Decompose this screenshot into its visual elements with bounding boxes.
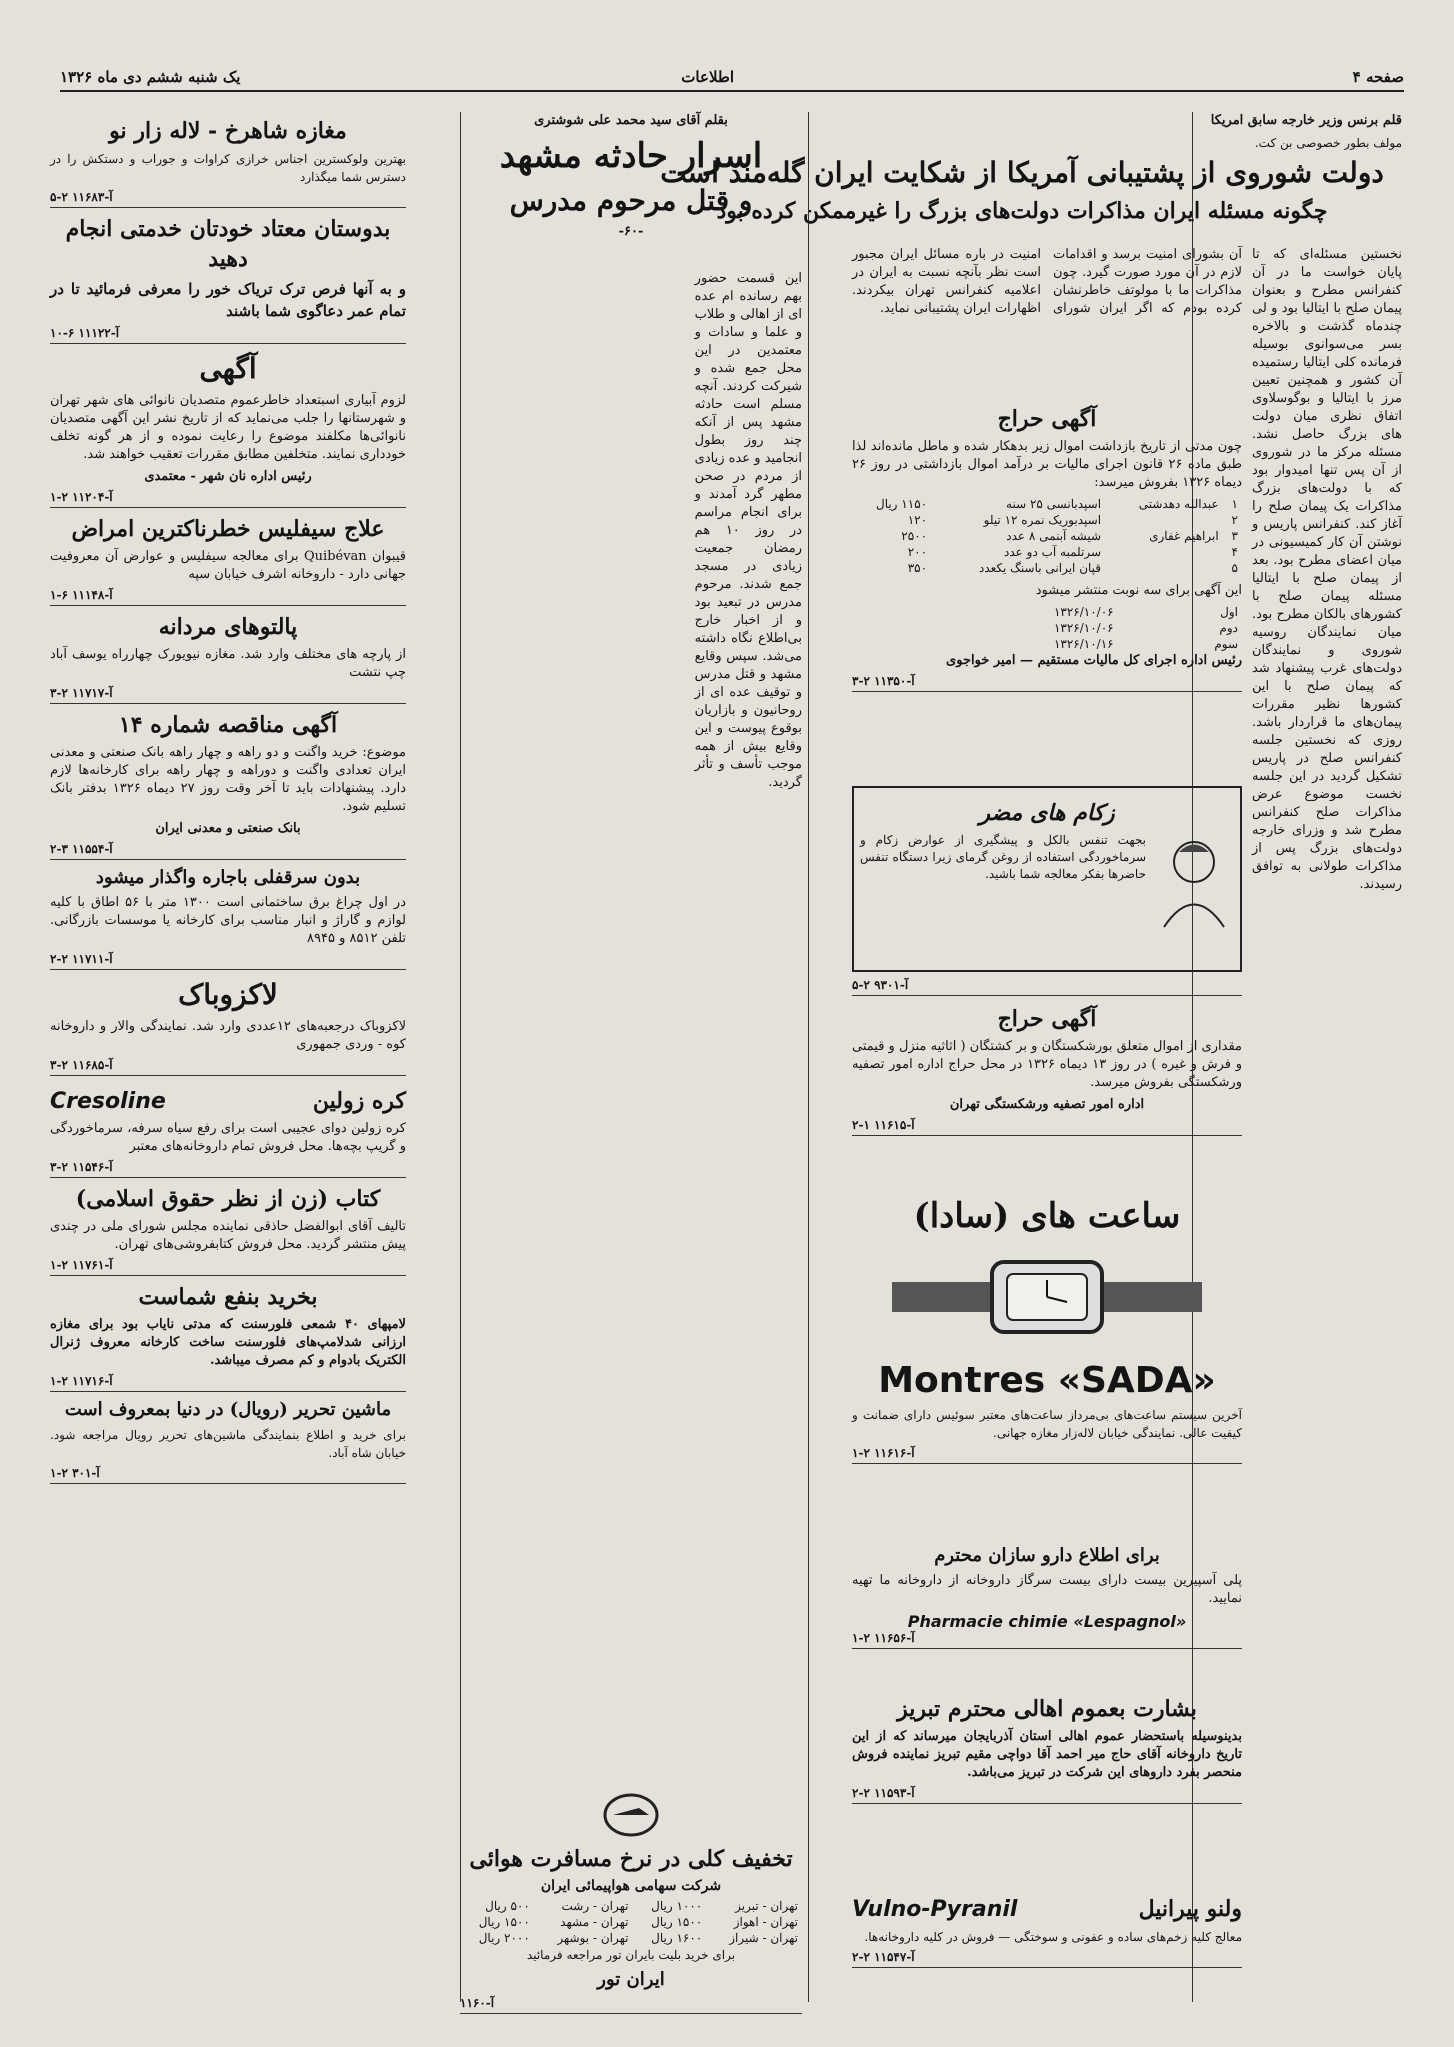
- airline-subtitle: شرکت سهامی هواپیمائی ایران: [540, 1878, 722, 1894]
- zokam-ad: [852, 780, 1242, 990]
- pharmacie-ad: [852, 1540, 1242, 1680]
- auction-item-price: ۲۵۰۰: [901, 529, 928, 543]
- ad-mashin-code: آ-۳۰۱ ۲-۱: [50, 1466, 406, 1484]
- mashhad-article-text: این قسمت حضور بهم رسانده ام عده ای از اهالی و طلاب و علما و سادات و معتمدین در این محل جمع شده و شیرکت کردند. آنچه مسلم است حادثه مشهد پس از آنکه چند روز بطول انجامید و عده زیادی از مردم در صحن مطهر گرد آمدند و برای انجام مراسم در روز ۱۰ هم رمضان جمعیت زیادی در مسجد جمع شدند. مرحوم مدرس در تبعید بود و از اخبار خارج بی‌اطلاع نگاه داشته می‌شد. سپس وقایع مشهد و قتل مدرس و توقیف عده ای از روحانیون و بازاریان بوقوع پیوست و این وقایع بیش از همه موجب تأسف و تأثر گردید.: [694, 271, 802, 790]
- mashhad-article-body: [460, 270, 802, 1790]
- auction-item-owner: عبدالله دهدشتی: [1138, 497, 1219, 511]
- auction-item-row: [852, 528, 1242, 544]
- airline-brand: ایران تور: [597, 1969, 665, 1990]
- auction-item-goods: شیشه آبنمی ۸ عدد: [1006, 529, 1102, 543]
- auction-item-row: [852, 496, 1242, 512]
- ad-ketab: [50, 1184, 406, 1276]
- auction-date-label: اول: [1220, 605, 1238, 619]
- airline-code: آ-۱۱۶۰: [460, 1996, 802, 2014]
- vulno-code: آ-۱۱۵۴۷ ۲-۲: [852, 1950, 1242, 1968]
- ad-dustan-text: و به آنها فرص ترک تریاک خور را معرفی فرمائید تا در تمام عمر دعاگوی شما باشند: [50, 280, 406, 320]
- airline-price: ۲۰۰۰ ریال: [478, 1931, 530, 1945]
- ad-paltoo-text: از پارچه های مختلف وارد شد. مغازه نیویورک چهارراه یوسف آباد چپ نتشت: [50, 647, 406, 680]
- auction-note: این آگهی برای سه نوبت منتشر میشود: [1035, 583, 1242, 598]
- pharmacie-text: پلی آسپیرین بیست دارای بیست سرگاز داروخانه از داروخانه ما تهیه نمایید.: [852, 1573, 1242, 1606]
- ad-mashin-text: برای خرید و اطلاع بنمایندگی ماشین‌های تحریر رویال مراجعه شود. خیابان شاه آباد.: [50, 1428, 406, 1460]
- ad-shahrokh: [50, 116, 406, 208]
- airline-price: ۱۶۰۰ ریال: [651, 1931, 703, 1945]
- airline-note: برای خرید بلیت بایران تور مراجعه فرمائید: [526, 1948, 736, 1962]
- wristwatch-drawing-icon: [852, 1242, 1242, 1352]
- auction-date-label: دوم: [1219, 621, 1238, 635]
- left-ads-column: [50, 112, 406, 2007]
- sada-text: آخرین سیستم ساعت‌های بی‌مرداز ساعت‌های معتبر سوئیس دارای ضمانت و کیفیت عالی. نمایندگی خیابان لاله‌زار مغازه جهانی.: [852, 1408, 1242, 1440]
- ad-agahi-code: آ-۱۱۲۰۴ ۲-۱: [50, 490, 406, 508]
- lead-subheadline: چگونه مسئله ایران مذاکرات دولت‌های بزرگ را غیرممکن کرده بود: [716, 198, 1328, 224]
- ad-cresoline-fa: کره زولین: [312, 1088, 406, 1114]
- auction-item-owner: [1105, 512, 1223, 528]
- page-number: صفحه ۴: [1352, 68, 1404, 86]
- vulno-latin: Vulno-Pyranil: [852, 1896, 1018, 1922]
- ad-bedun: [50, 866, 406, 970]
- airline-title: تخفیف کلی در نرخ مسافرت هوائی: [469, 1846, 793, 1872]
- ad-dustan-code: آ-۱۱۱۲۲ ۶-۱۰: [50, 326, 406, 344]
- pharmacie-title: برای اطلاع دارو سازان محترم: [934, 1545, 1160, 1566]
- ad-mashin: [50, 1398, 406, 1484]
- airline-price: ۱۰۰۰ ریال: [651, 1899, 703, 1913]
- ad-agahi-signer: رئیس اداره نان شهر - معتمدی: [144, 469, 312, 484]
- auction-date-label: سوم: [1214, 637, 1238, 651]
- auction-code: آ-۱۱۳۵۰ ۲-۳: [852, 674, 1242, 692]
- issue-date: یک شنبه ششم دی ماه ۱۳۲۶: [60, 68, 241, 86]
- ad-bedun-text: در اول چراغ برق ساختمانی است ۱۳۰۰ متر با ۵۶ اطاق با کلیه لوازم و گاراژ و انبار مناسب برای کارخانه یا موسسات بازرگانی. تلفن ۸۵۱۲ و ۸۹۴۵: [50, 895, 406, 946]
- lead-article-text-2: آن بشورای امنیت برسد و اقدامات لازم در آن مورد صورت گیرد. چون مذاکرات ما با مولوتف خاطرنشان کرده بودم که اگر ایران شورای امنیت در باره مسائل ایران مجبور است نظر بآنچه نسبت به ایران در اعلامیه کنفرانس تهران بیکردند. اظهارات ایران پشتیبانی نماید.: [852, 247, 1242, 316]
- ad-ketab-code: آ-۱۱۷۶۱ ۲-۱: [50, 1258, 406, 1276]
- bisharat-text: بدینوسیله باستحضار عموم اهالی استان آذربایجان میرساند که از این تاریخ داروخانه آقای حاج میر احمد آقا دواچی مقیم تبریز نماینده فروش منحصر بفرد داروهای این شرکت در تبریز می‌باشد.: [852, 1729, 1242, 1780]
- auction-item-row: [852, 544, 1242, 560]
- mashhad-byline: بقلم آقای سید محمد علی شوشتری: [534, 113, 728, 128]
- auction-date-row: [852, 604, 1242, 620]
- ad-cresoline-latin: Cresoline: [50, 1088, 166, 1114]
- ad-ketab-title: کتاب (زن از نظر حقوق اسلامی): [75, 1186, 381, 1212]
- auction-date-value: ۱۳۲۶/۱۰/۰۶: [1053, 605, 1114, 619]
- ad-shahrokh-text: بهترین ولوکسترین اجناس خرازی کراوات و جوراب و دستکش را در دسترس شما میگذارد: [50, 152, 406, 184]
- paper-name: اطلاعات: [681, 68, 734, 86]
- airline-logo-icon: [601, 1790, 661, 1840]
- ad-bekharid: [50, 1282, 406, 1392]
- ad-paltoo: [50, 612, 406, 704]
- mashhad-headline: اسرار حادثه مشهد: [499, 136, 763, 176]
- auction-item-number: ۳: [1231, 529, 1238, 543]
- auction-item-price: ۳۵۰: [907, 561, 928, 575]
- article-byline: قلم برنس وزیر خارجه سابق امریکا: [1210, 113, 1402, 128]
- pharmacie-code: آ-۱۱۶۵۶ ۲-۱: [852, 1631, 1242, 1649]
- ad-lacozubak: [50, 976, 406, 1076]
- article-author-note: مولف بطور خصوصی بن کت.: [1254, 136, 1402, 150]
- auction-ad-2: [852, 1000, 1242, 1190]
- ad-syphilis-code: آ-۱۱۱۴۸ ۶-۱: [50, 588, 406, 606]
- auction2-text: مقداری از اموال متعلق بورشکستگان و بر کشتگان ( اثاثیه منزل و قیمتی و فرش و غیره ) در روز ۱۳ دیماه ۱۳۲۶ در محل حراج اداره امور تصفیه ورشکستگی بفروش میرسد.: [852, 1039, 1242, 1090]
- ad-bekharid-title: بخرید بنفع شماست: [138, 1284, 318, 1310]
- ad-monaqese: [50, 710, 406, 860]
- auction-item-owner: [1105, 544, 1223, 560]
- auction2-title: آگهی حراج: [997, 1006, 1097, 1032]
- sada-title-fa: ساعت های (سادا): [913, 1196, 1181, 1236]
- auction-item-row: [852, 560, 1242, 576]
- zokam-title: زکام های مضر: [979, 800, 1115, 826]
- bisharat-title: بشارت بعموم اهالی محترم تبریز: [897, 1696, 1197, 1722]
- auction-item-goods: اسپدبانسی ۲۵ سنه: [1006, 497, 1102, 511]
- airline-routes-table: [460, 1898, 802, 1946]
- ad-lacozubak-code: آ-۱۱۶۸۵ ۲-۳: [50, 1058, 406, 1076]
- ad-cresoline-code: آ-۱۱۵۴۶ ۲-۳: [50, 1160, 406, 1178]
- ad-lacozubak-text: لاکزوباک درجعبه‌های ۱۲عددی وارد شد. نمایندگی والار و داروخانه کوه - وردی جمهوری: [50, 1019, 406, 1052]
- airline-price: ۱۵۰۰ ریال: [651, 1915, 703, 1929]
- auction-title: آگهی حراج: [997, 406, 1097, 432]
- sada-watch-ad: [852, 1190, 1242, 1530]
- auction-item-number: ۴: [1231, 545, 1238, 559]
- auction-item-owner: [1105, 560, 1223, 576]
- auction-item-number: ۵: [1231, 561, 1238, 575]
- auction2-code: آ-۱۱۶۱۵ ۱-۲: [852, 1118, 1242, 1136]
- ad-syphilis-text: قیبوان Quibévan برای معالجه سیفلیس و عوارض آن معروفیت جهانی دارد - داروخانه اشرف خیابان سپه: [50, 549, 406, 582]
- auction2-signer: اداره امور تصفیه ورشکستگی تهران: [949, 1097, 1145, 1112]
- lead-article-column: [1252, 246, 1402, 2002]
- lead-article-continued: [852, 246, 1242, 376]
- ad-shahrokh-code: آ-۱۱۶۸۳ ۲-۵: [50, 190, 406, 208]
- ad-monaqese-signer: بانک صنعتی و معدنی ایران: [155, 821, 301, 836]
- ad-monaqese-title: آگهی مناقصه شماره ۱۴: [118, 712, 338, 738]
- zokam-text: بجهت تنفس بالکل و پیشگیری از عوارض زکام و سرماخوردگی استفاده از روغن گرمای زیرا دستگاه تنفس حاضرها بفکر معالجه شما باشید.: [860, 833, 1146, 881]
- auction-text: چون مدتی از تاریخ بازداشت اموال زیر بدهکار شده و ماطل مانده‌اند لذا طبق ماده ۲۶ قانون اجرای مالیات بر درآمد اموال بازداشتی در روز ۲۶ دیماه ۱۳۲۶ بفروش میرسد:: [852, 439, 1242, 490]
- airline-price: ۱۵۰۰ ریال: [478, 1915, 530, 1929]
- auction-item-price: ۲۰۰: [907, 545, 928, 559]
- auction-item-number: ۲: [1231, 513, 1238, 527]
- ad-agahi-text: لزوم آبیاری اسبتعداد خاطرعموم متصدیان نانوائی های شهر تهران و شهرستانها را جلب می‌نماید که از تاریخ نشر این آگهی متصدیان نانوائی‌ها مکلفند موضوع را رعایت نموده و از هر گونه تخلف خودداری نمایند. متخلفین مطابق مقررات تعقیب خواهند شد.: [50, 393, 406, 462]
- ad-ketab-text: تالیف آقای ابوالفضل حاذقی نماینده مجلس شورای ملی در چندی پیش منتشر گردید. محل فروش کتابفروشی‌های تهران.: [50, 1219, 406, 1252]
- ad-paltoo-code: آ-۱۱۷۱۷ ۲-۳: [50, 686, 406, 704]
- sada-title-latin: Montres «SADA»: [878, 1360, 1216, 1401]
- auction-item-price: ۱۱۵۰ ریال: [875, 497, 928, 511]
- vulno-fa: ولنو پیرانیل: [1138, 1896, 1242, 1922]
- auction-date-row: [852, 636, 1242, 652]
- lead-article-text: نخستین مسئله‌ای که تا پایان خواست ما در آن کنفرانس مطرح و بعنوان پیمان صلح با ایتالیا بود و لی چندماه گذشت و بالاخره بسر می‌سوانوی بوسیله فرمانده کلی ایتالیا رستمیده آن کشور و همچنین تعیین مرز با ایتالیا و بوگوسلاوی اتفاق نظری میان دولت های بزرگ حاصل نشد. مسئله مرکز ما در شوروی از آن پس تنها امیدوار بود که با دولت‌های بزرگ مذاکرات یک پیمان صلح را آغاز کند. کنفرانس پاریس و نوشتن آن کار کمیسیونی در میان اعضای مطرح بود. بعد از پیمان صلح با ایتالیا مسئله پیمان صلح با کشورهای بالکان مطرح بود. میان نمایندگان روسیه شوروی و نمایندگان دولت‌های غرب پیشنهاد شد که پیمان صلح با این کشورها نظیر مقررات پیمان‌های ما قراردار باشد. روزی که نخستین جلسه کنفرانس صلح در پاریس تشکیل گردید در این جلسه نخست موضوع عرض مذاکرات صلح کنفرانس مطرح شد و وزرای خارجه دولت‌های بزرگ پس از مذاکرات طولانی به توافق رسیدند.: [1252, 247, 1402, 892]
- bisharat-ad: [852, 1690, 1242, 1890]
- auction-date-row: [852, 620, 1242, 636]
- lead-headline: دولت شوروی از پشتیبانی آمریکا از شکایت ایران گله‌مند است: [660, 156, 1384, 189]
- airline-route: تهران - مشهد: [560, 1915, 629, 1929]
- airline-route: تهران - بوشهر: [557, 1931, 629, 1945]
- airline-route-row: [460, 1930, 802, 1946]
- auction-item-row: [852, 512, 1242, 528]
- airline-route-row: [460, 1914, 802, 1930]
- ad-bekharid-code: آ-۱۱۷۱۶ ۲-۱: [50, 1374, 406, 1392]
- portrait-drawing-icon: [1154, 832, 1234, 932]
- auction-signer: رئیس اداره اجرای کل مالیات مستقیم — امیر خواجوی: [946, 653, 1242, 668]
- ad-syphilis-title: علاج سیفلیس خطرناکترین امراض: [71, 516, 385, 542]
- ad-bedun-title: بدون سرقفلی باجاره واگذار میشود: [95, 867, 361, 888]
- airline-ad: [460, 1790, 802, 2010]
- airline-route: تهران - شیراز: [729, 1931, 798, 1945]
- ad-agahi: [50, 350, 406, 508]
- auction-item-number: ۱: [1231, 497, 1238, 511]
- mashhad-serial: -۶۰-: [618, 224, 644, 239]
- ad-cresoline-text: کره زولین دوای عجیبی است برای رفع سیاه سرفه، سرماخوردگی و گریپ بچه‌ها. محل فروش تمام داروخانه‌های معتبر: [50, 1121, 406, 1154]
- page-header: [60, 68, 1404, 92]
- ad-syphilis: [50, 514, 406, 606]
- ad-lacozubak-title: لاکزوباک: [178, 978, 278, 1011]
- auction-item-goods: سرتلمبه آب دو عدد: [1004, 545, 1102, 559]
- ad-bedun-code: آ-۱۱۷۱۱ ۲-۲: [50, 952, 406, 970]
- ad-cresoline: [50, 1082, 406, 1178]
- airline-route: تهران - رشت: [561, 1899, 629, 1913]
- ad-dustan: [50, 214, 406, 344]
- ad-shahrokh-title: مغازه شاهرخ - لاله زار نو: [109, 118, 347, 144]
- vulno-text: معالج کلیه زخم‌های ساده و عفونی و سوختگی — فروش در کلیه داروخانه‌ها.: [864, 1930, 1242, 1944]
- zokam-code: آ-۹۳۰۱ ۲-۵: [852, 978, 1242, 996]
- auction-ad-1: [852, 400, 1242, 780]
- auction-date-value: ۱۳۲۶/۱۰/۰۶: [1053, 621, 1114, 635]
- ad-monaqese-text: موضوع: خرید واگنت و دو راهه و چهار راهه بانک صنعتی و معدنی ایران تعدادی واگنت و دوراهه و چهار راهه برای کارخانه‌ها لازم دارد. پیشنهادات باید تا آخر وقت روز ۲۷ دیماه ۱۳۲۶ بدفتر بانک تسلیم شود.: [50, 745, 406, 814]
- ad-agahi-title: آگهی: [199, 352, 257, 385]
- airline-route-row: [460, 1898, 802, 1914]
- auction-items-table: [852, 496, 1242, 576]
- bisharat-code: آ-۱۱۵۹۳ ۲-۲: [852, 1786, 1242, 1804]
- mashhad-subheadline: و قتل مرحوم مدرس: [509, 184, 753, 217]
- ad-dustan-title: بدوستان معتاد خودتان خدمتی انجام دهید: [65, 216, 391, 272]
- pharmacie-latin: Pharmacie chimie «Lespagnol»: [907, 1612, 1187, 1631]
- ad-paltoo-title: پالتوهای مردانه: [158, 614, 298, 640]
- ad-bekharid-text: لامپهای ۴۰ شمعی فلورسنت که مدتی نایاب بود برای مغازه ارزانی شدلامپ‌های فلورسنت ساخت کارخانه معروف ژنرال الکتریک بادوام و کم مصرف میباشد.: [50, 1317, 406, 1368]
- airline-price: ۵۰۰ ریال: [485, 1899, 530, 1913]
- auction-item-goods: قپان ایرانی باسنگ یکعدد: [978, 561, 1102, 575]
- ad-mashin-title: ماشین تحریر (رویال) در دنیا بمعروف است: [64, 1399, 392, 1420]
- auction-date-value: ۱۳۲۶/۱۰/۱۶: [1053, 637, 1114, 651]
- airline-route: تهران - تبریز: [735, 1899, 798, 1913]
- airline-route: تهران - اهواز: [733, 1915, 798, 1929]
- auction-item-price: ۱۲۰: [907, 513, 928, 527]
- auction-item-goods: اسپدبوریک نمره ۱۲ تیلو: [983, 513, 1102, 527]
- auction-dates-table: [852, 604, 1242, 652]
- vulno-ad: [852, 1890, 1242, 2000]
- ad-monaqese-code: آ-۱۱۵۵۴ ۳-۲: [50, 842, 406, 860]
- auction-item-owner: ابراهیم غفاری: [1149, 529, 1219, 543]
- mashhad-article-head: [460, 112, 802, 252]
- sada-code: آ-۱۱۶۱۶ ۲-۱: [852, 1446, 1242, 1464]
